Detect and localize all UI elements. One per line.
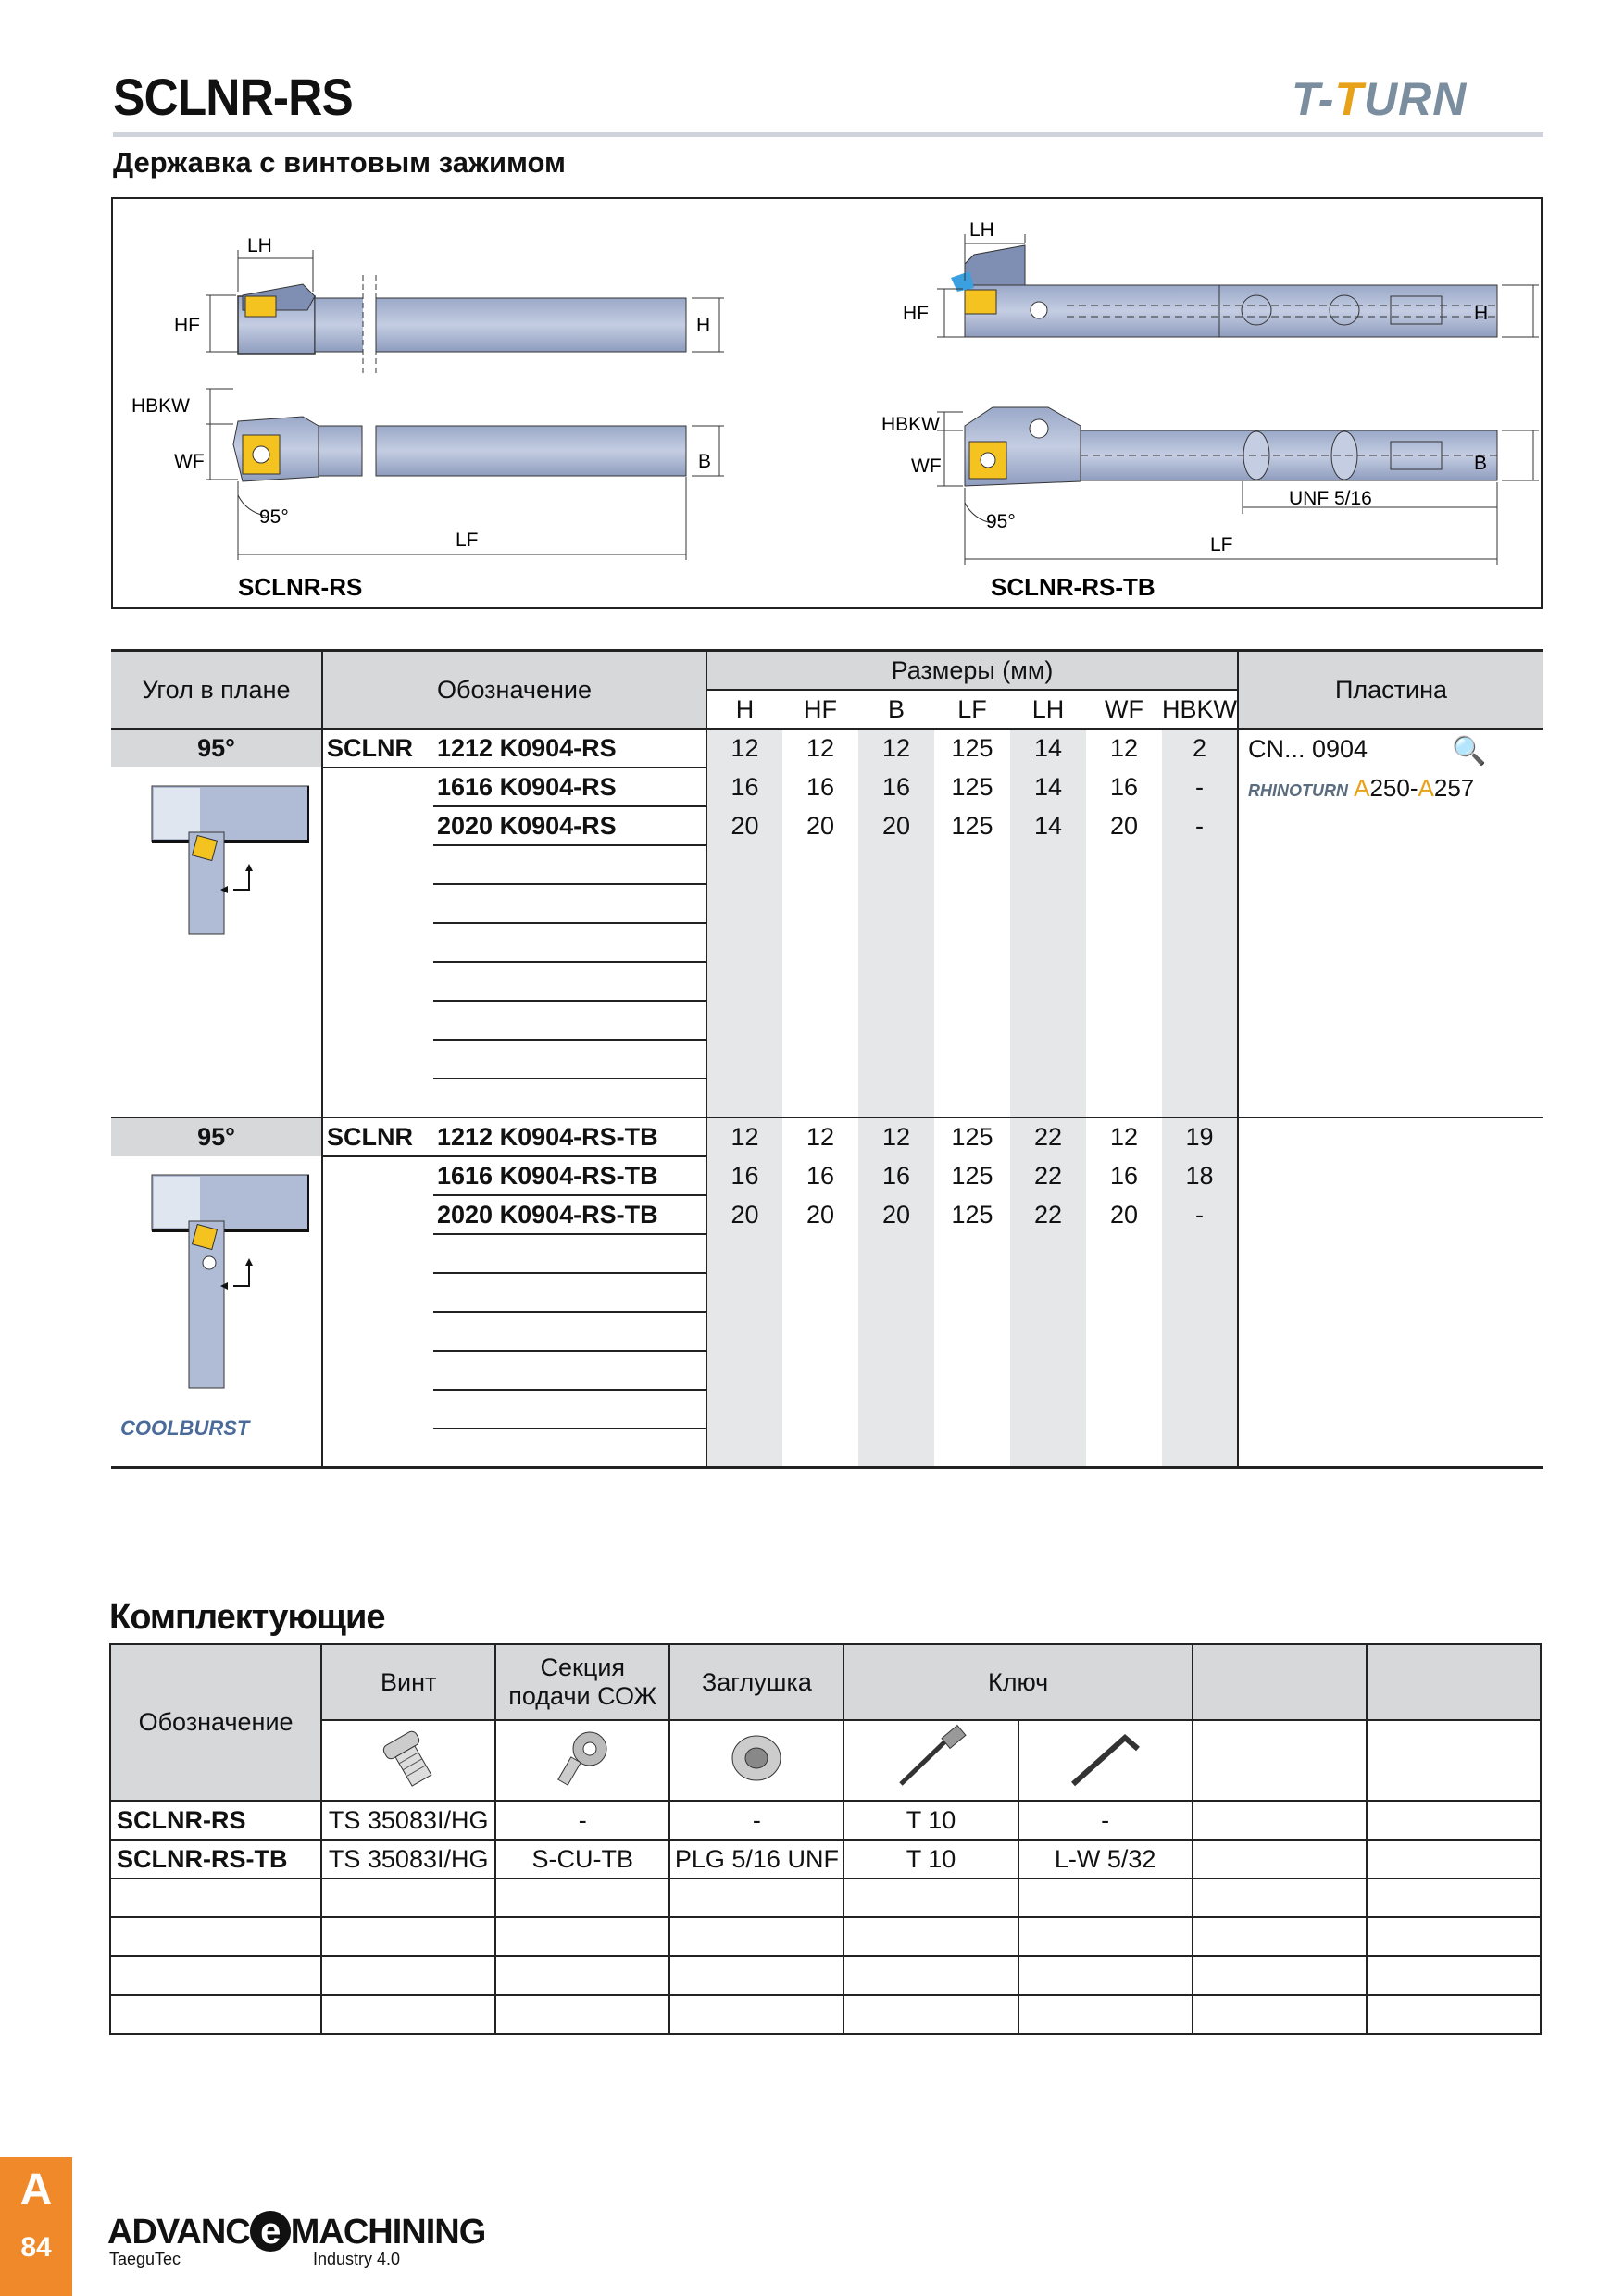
table-cell: 12 bbox=[1109, 734, 1139, 762]
col-wf: WF bbox=[1086, 690, 1162, 729]
table-cell: 18 bbox=[1162, 1156, 1238, 1195]
table-cell: 20 bbox=[1109, 811, 1139, 840]
rhinoturn-logo: RHINOTURN bbox=[1248, 781, 1348, 800]
left-wf-label: WF bbox=[174, 451, 205, 472]
left-h-label: H bbox=[696, 315, 711, 336]
acc-header-designation: Обозначение bbox=[110, 1644, 321, 1801]
group1-prefix: SCLNR bbox=[322, 729, 433, 767]
torx-key-icon bbox=[843, 1720, 1018, 1801]
page-ref-dash: - bbox=[1409, 774, 1418, 802]
page-title: SCLNR-RS bbox=[113, 68, 353, 126]
acc-icon-empty-1 bbox=[1193, 1720, 1367, 1801]
right-top-view bbox=[937, 407, 1539, 565]
group1-insert-cell bbox=[1238, 729, 1543, 1117]
right-side-view bbox=[937, 234, 1539, 337]
acc-header-empty-2 bbox=[1367, 1644, 1541, 1720]
acc-cell: L-W 5/32 bbox=[1018, 1840, 1193, 1878]
page-ref-n2: 257 bbox=[1433, 774, 1475, 802]
table-cell: 16 bbox=[858, 1156, 934, 1195]
catalog-lookup-icon[interactable]: 🔍 bbox=[1452, 736, 1487, 767]
group2-row2-code: 1616 K0904-RS-TB bbox=[433, 1156, 706, 1195]
group1-icon-cell bbox=[111, 767, 322, 1117]
tturn-logo-part3: URN bbox=[1363, 73, 1468, 125]
table-cell: 125 bbox=[951, 1161, 993, 1190]
acc-cell: - bbox=[669, 1801, 843, 1840]
page-subtitle: Державка с винтовым зажимом bbox=[113, 146, 566, 179]
table-cell: 16 bbox=[1109, 1161, 1139, 1190]
table-cell: 125 bbox=[951, 772, 993, 801]
page-ref-a1: A bbox=[1354, 774, 1370, 802]
page-ref-a2: A bbox=[1418, 774, 1434, 802]
table-cell: 16 bbox=[858, 767, 934, 806]
tturn-logo-part1: T- bbox=[1292, 73, 1335, 125]
table-cell: 16 bbox=[806, 772, 835, 801]
col-lf: LF bbox=[934, 690, 1010, 729]
acc-header-plug: Заглушка bbox=[669, 1644, 843, 1720]
screw-icon bbox=[321, 1720, 495, 1801]
table-cell: 20 bbox=[806, 811, 835, 840]
header-angle: Угол в плане bbox=[111, 651, 322, 730]
acc-header-key: Ключ bbox=[843, 1644, 1192, 1720]
group2-row1-code: 1212 K0904-RS-TB bbox=[433, 1117, 706, 1156]
brand-part2: MACHINING bbox=[290, 2213, 486, 2252]
table-cell: 22 bbox=[1010, 1117, 1086, 1156]
tturn-logo bbox=[1292, 72, 1467, 126]
acc-cell: T 10 bbox=[843, 1840, 1018, 1878]
brand-e: e bbox=[250, 2211, 291, 2252]
right-h-label: H bbox=[1474, 303, 1489, 324]
table-cell: 22 bbox=[1010, 1195, 1086, 1234]
acc-cell: T 10 bbox=[843, 1801, 1018, 1840]
left-lh-label: LH bbox=[247, 235, 272, 256]
header-dimensions: Размеры (мм) bbox=[706, 651, 1238, 691]
turning-icon-rs bbox=[124, 767, 309, 943]
left-drawing-label: SCLNR-RS bbox=[238, 573, 363, 601]
acc-empty-row bbox=[110, 1878, 1541, 1917]
acc-header-coolant-1: Секция bbox=[540, 1653, 626, 1681]
right-lf-label: LF bbox=[1210, 534, 1233, 555]
acc-empty-row bbox=[110, 1917, 1541, 1956]
right-lh-label: LH bbox=[969, 219, 994, 241]
table-cell: 12 bbox=[806, 1123, 835, 1151]
turning-icon-tb bbox=[124, 1156, 309, 1416]
right-hbkw-label: HBKW bbox=[881, 414, 940, 435]
left-side-view bbox=[206, 250, 724, 375]
acc-cell: TS 35083I/HG bbox=[321, 1801, 495, 1840]
table-cell: 16 bbox=[806, 1161, 835, 1190]
table-cell: 12 bbox=[858, 1117, 934, 1156]
table-cell: 12 bbox=[858, 729, 934, 767]
table-cell: - bbox=[1162, 1195, 1238, 1234]
group2-prefix: SCLNR bbox=[322, 1117, 433, 1156]
table-cell: 20 bbox=[858, 1195, 934, 1234]
right-angle-label: 95° bbox=[986, 511, 1016, 532]
col-hf: HF bbox=[782, 690, 858, 729]
acc-empty-row bbox=[110, 1956, 1541, 1995]
acc-header-screw: Винт bbox=[321, 1644, 495, 1720]
table-cell: 20 bbox=[858, 806, 934, 845]
table-cell: 125 bbox=[951, 811, 993, 840]
table-cell: 20 bbox=[1109, 1200, 1139, 1229]
table-cell: - bbox=[1162, 806, 1238, 845]
table-cell: 20 bbox=[806, 1200, 835, 1229]
table-cell: 20 bbox=[706, 1195, 782, 1234]
col-hbkw: HBKW bbox=[1162, 690, 1238, 729]
page-tab bbox=[0, 2157, 72, 2296]
acc-cell: S-CU-TB bbox=[495, 1840, 669, 1878]
drawing-box bbox=[111, 197, 1543, 609]
product-table bbox=[111, 649, 1543, 1469]
group2-angle: 95° bbox=[111, 1117, 322, 1156]
table-cell: 2 bbox=[1162, 729, 1238, 767]
right-unf-label: UNF 5/16 bbox=[1289, 488, 1372, 509]
table-cell: 125 bbox=[951, 1123, 993, 1151]
allen-key-icon bbox=[1018, 1720, 1193, 1801]
acc-icon-empty-2 bbox=[1367, 1720, 1541, 1801]
table-cell: 125 bbox=[951, 1200, 993, 1229]
brand-sub-right: Industry 4.0 bbox=[313, 2250, 401, 2268]
left-hbkw-label: HBKW bbox=[131, 395, 190, 417]
table-cell: 16 bbox=[706, 1156, 782, 1195]
tturn-logo-part2: T bbox=[1334, 73, 1364, 125]
coolburst-logo: COOLBURST bbox=[120, 1416, 250, 1440]
title-divider bbox=[113, 132, 1543, 137]
table-cell: 12 bbox=[806, 734, 835, 762]
acc-row-name: SCLNR-RS-TB bbox=[110, 1840, 321, 1878]
acc-header-coolant-2: подачи СОЖ bbox=[508, 1682, 657, 1710]
acc-cell: PLG 5/16 UNF bbox=[669, 1840, 843, 1878]
acc-cell: - bbox=[1018, 1801, 1193, 1840]
header-designation: Обозначение bbox=[322, 651, 706, 730]
right-b-label: B bbox=[1474, 453, 1488, 474]
acc-cell: TS 35083I/HG bbox=[321, 1840, 495, 1878]
header-insert: Пластина bbox=[1238, 651, 1543, 730]
coolant-section-icon bbox=[495, 1720, 669, 1801]
col-h: H bbox=[706, 690, 782, 729]
advance-machining-logo bbox=[107, 2211, 485, 2252]
table-cell: 12 bbox=[1109, 1123, 1139, 1151]
group1-row3-code: 2020 K0904-RS bbox=[433, 806, 706, 845]
left-hf-label: HF bbox=[174, 315, 200, 336]
acc-header-empty-1 bbox=[1193, 1644, 1367, 1720]
col-lh: LH bbox=[1010, 690, 1086, 729]
group1-angle: 95° bbox=[111, 729, 322, 767]
group1-row2-code: 1616 K0904-RS bbox=[433, 767, 706, 806]
accessories-title: Комплектующие bbox=[109, 1598, 385, 1637]
table-cell: - bbox=[1162, 767, 1238, 806]
page-number: 84 bbox=[20, 2232, 52, 2263]
acc-cell: - bbox=[495, 1801, 669, 1840]
table-cell: 16 bbox=[706, 767, 782, 806]
group2-icon-cell bbox=[111, 1156, 322, 1468]
right-drawing-label: SCLNR-RS-TB bbox=[991, 573, 1156, 601]
table-cell: 14 bbox=[1010, 767, 1086, 806]
acc-empty-row bbox=[110, 1995, 1541, 2034]
insert-code: CN... 0904 bbox=[1248, 735, 1368, 763]
table-cell: 14 bbox=[1010, 806, 1086, 845]
right-wf-label: WF bbox=[911, 455, 942, 477]
page-ref-n1: 250 bbox=[1369, 774, 1410, 802]
brand-sub-left: TaeguTec bbox=[109, 2250, 181, 2268]
table-cell: 20 bbox=[706, 806, 782, 845]
table-cell: 125 bbox=[951, 734, 993, 762]
left-lf-label: LF bbox=[456, 530, 479, 551]
group2-row3-code: 2020 K0904-RS-TB bbox=[433, 1195, 706, 1234]
table-cell: 16 bbox=[1109, 772, 1139, 801]
col-b: B bbox=[858, 690, 934, 729]
acc-header-coolant bbox=[495, 1644, 669, 1720]
section-letter: A bbox=[19, 2165, 53, 2215]
right-hf-label: HF bbox=[903, 303, 929, 324]
left-b-label: B bbox=[698, 451, 712, 472]
accessories-table bbox=[109, 1643, 1542, 2035]
table-cell: 12 bbox=[706, 729, 782, 767]
left-angle-label: 95° bbox=[259, 506, 289, 528]
table-cell: 22 bbox=[1010, 1156, 1086, 1195]
table-cell: 19 bbox=[1162, 1117, 1238, 1156]
tool-drawings bbox=[113, 199, 1541, 607]
group1-row1-code: 1212 K0904-RS bbox=[433, 729, 706, 767]
table-cell: 14 bbox=[1010, 729, 1086, 767]
plug-icon bbox=[669, 1720, 843, 1801]
acc-row-name: SCLNR-RS bbox=[110, 1801, 321, 1840]
table-cell: 12 bbox=[706, 1117, 782, 1156]
brand-part1: ADVANC bbox=[107, 2213, 250, 2252]
